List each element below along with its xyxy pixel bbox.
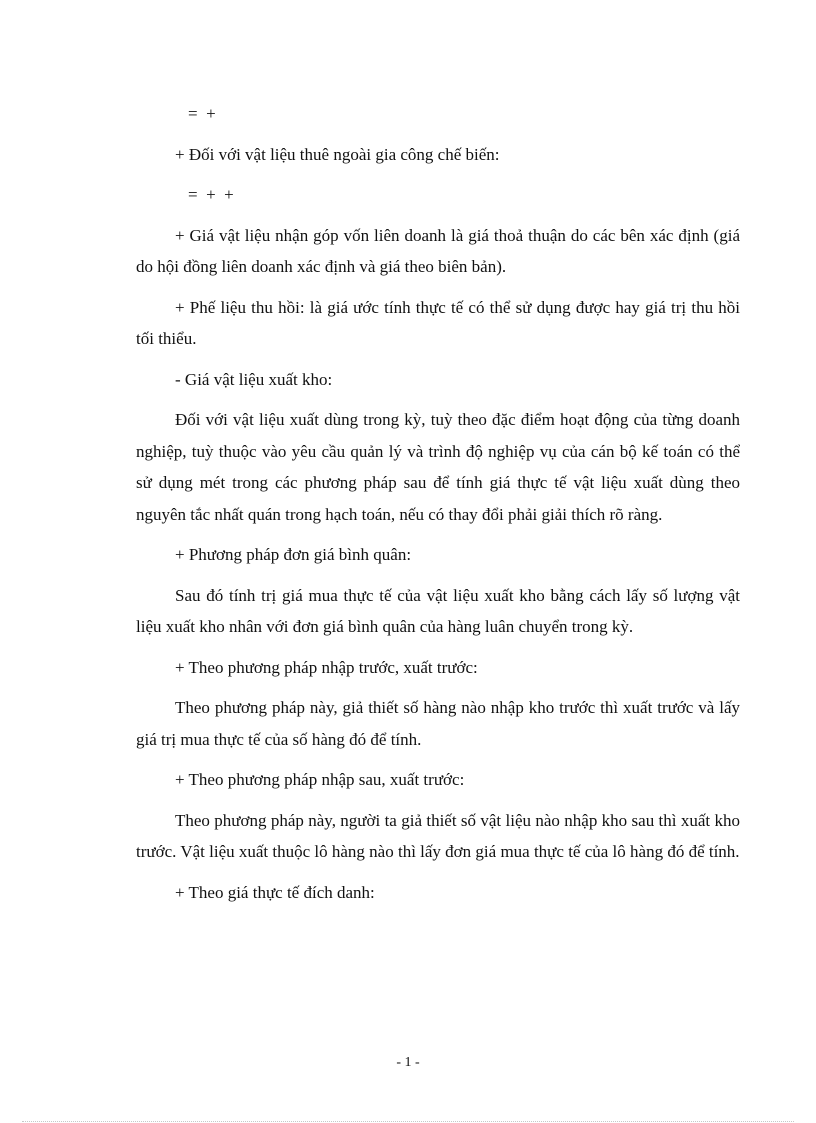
page-body: [136, 98, 740, 917]
paragraph: Đối với vật liệu xuất dùng trong kỳ, tuỳ theo đặc điểm hoạt động của từng doanh nghiệp, tuỳ thuộc vào yêu cầu quản lý và trình độ nghiệp vụ của cán bộ kế toán có thể sử dụng mét trong các phương pháp sau để tính giá thực tế vật liệu xuất dùng theo nguyên tắc nhất quán trong hạch toán, nếu có thay đổi phải giải thích rõ ràng.: [136, 410, 740, 524]
paragraph: + Đối với vật liệu thuê ngoài gia công chế biến:: [175, 144, 500, 164]
paragraph: Sau đó tính trị giá mua thực tế của vật liệu xuất kho bằng cách lấy số lượng vật liệu xuất kho nhân với đơn giá bình quân của hàng luân chuyển trong kỳ.: [136, 585, 740, 636]
paragraph: - Giá vật liệu xuất kho:: [175, 369, 333, 389]
paragraph: Theo phương pháp này, giả thiết số hàng nào nhập kho trước thì xuất trước và lấy giá trị mua thực tế của số hàng đó để tính.: [136, 698, 740, 749]
paragraph: + Theo phương pháp nhập sau, xuất trước:: [175, 770, 465, 789]
page-number: - 1 -: [396, 1055, 420, 1070]
paragraph: + Giá vật liệu nhận góp vốn liên doanh là giá thoả thuận do các bên xác định (giá do hội đồng liên doanh xác định và giá theo biên bản).: [136, 225, 740, 276]
paragraph: + Phương pháp đơn giá bình quân:: [175, 545, 412, 564]
paragraph: + Theo phương pháp nhập trước, xuất trước:: [175, 657, 478, 677]
formula-line: = +: [188, 104, 216, 123]
paragraph: Theo phương pháp này, người ta giả thiết số vật liệu nào nhập kho sau thì xuất kho trước. Vật liệu xuất thuộc lô hàng nào thì lấy đơn giá mua thực tế của lô hàng đó để tính.: [136, 810, 740, 861]
page-break-line: [22, 1121, 794, 1122]
paragraph: + Theo giá thực tế đích danh:: [175, 882, 375, 902]
formula-line: = + +: [188, 185, 234, 204]
paragraph: + Phế liệu thu hồi: là giá ước tính thực tế có thể sử dụng được hay giá trị thu hồi tối thiểu.: [136, 297, 740, 348]
